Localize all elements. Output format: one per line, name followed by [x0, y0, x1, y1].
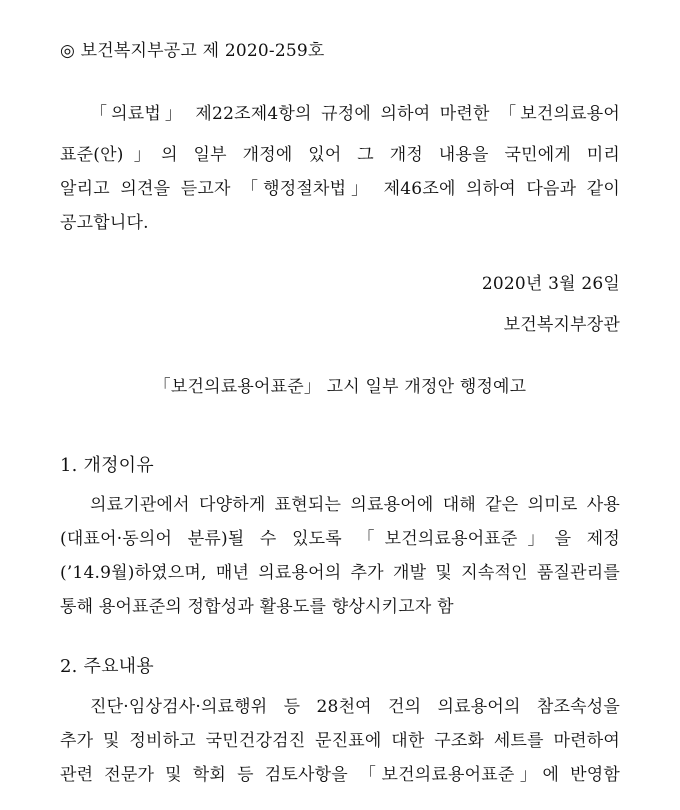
notice-number: ◎ 보건복지부공고 제 2020-259호	[60, 41, 325, 61]
section-heading-reason: 1. 개정이유	[60, 455, 154, 476]
section-line: 추가 및 정비하고 국민건강검진 문진표에 대한 구조화 세트를 마련하여	[60, 731, 620, 751]
issuing-authority: 보건복지부장관	[503, 315, 620, 335]
preamble-line: 공고합니다.	[60, 213, 149, 233]
preamble-line: 「의료법」 제22조제4항의 규정에 의하여 마련한 「보건의료용어	[90, 104, 620, 124]
section-line: 의료기관에서 다양하게 표현되는 의료용어에 대해 같은 의미로 사용	[90, 495, 620, 515]
section-line: 관련 전문가 및 학회 등 검토사항을 「보건의료용어표준」에 반영함	[60, 765, 620, 785]
section-line: 통해 용어표준의 정합성과 활용도를 향상시키고자 함	[60, 597, 454, 617]
preamble-line: 표준(안)」의 일부 개정에 있어 그 개정 내용을 국민에게 미리	[60, 145, 620, 165]
section-line: (’14.9월)하였으며, 매년 의료용어의 추가 개발 및 지속적인 품질관리를	[60, 563, 620, 583]
document-title: 「보건의료용어표준」 고시 일부 개정안 행정예고	[153, 377, 527, 397]
section-heading-content: 2. 주요내용	[60, 656, 154, 677]
preamble-line: 알리고 의견을 듣고자 「행정절차법」 제46조에 의하여 다음과 같이	[60, 179, 620, 199]
section-line: (대표어·동의어 분류)될 수 있도록 「보건의료용어표준」을 제정	[60, 529, 620, 549]
section-line: 진단·임상검사·의료행위 등 28천여 건의 의료용어의 참조속성을	[90, 697, 620, 717]
notice-date: 2020년 3월 26일	[481, 274, 620, 294]
